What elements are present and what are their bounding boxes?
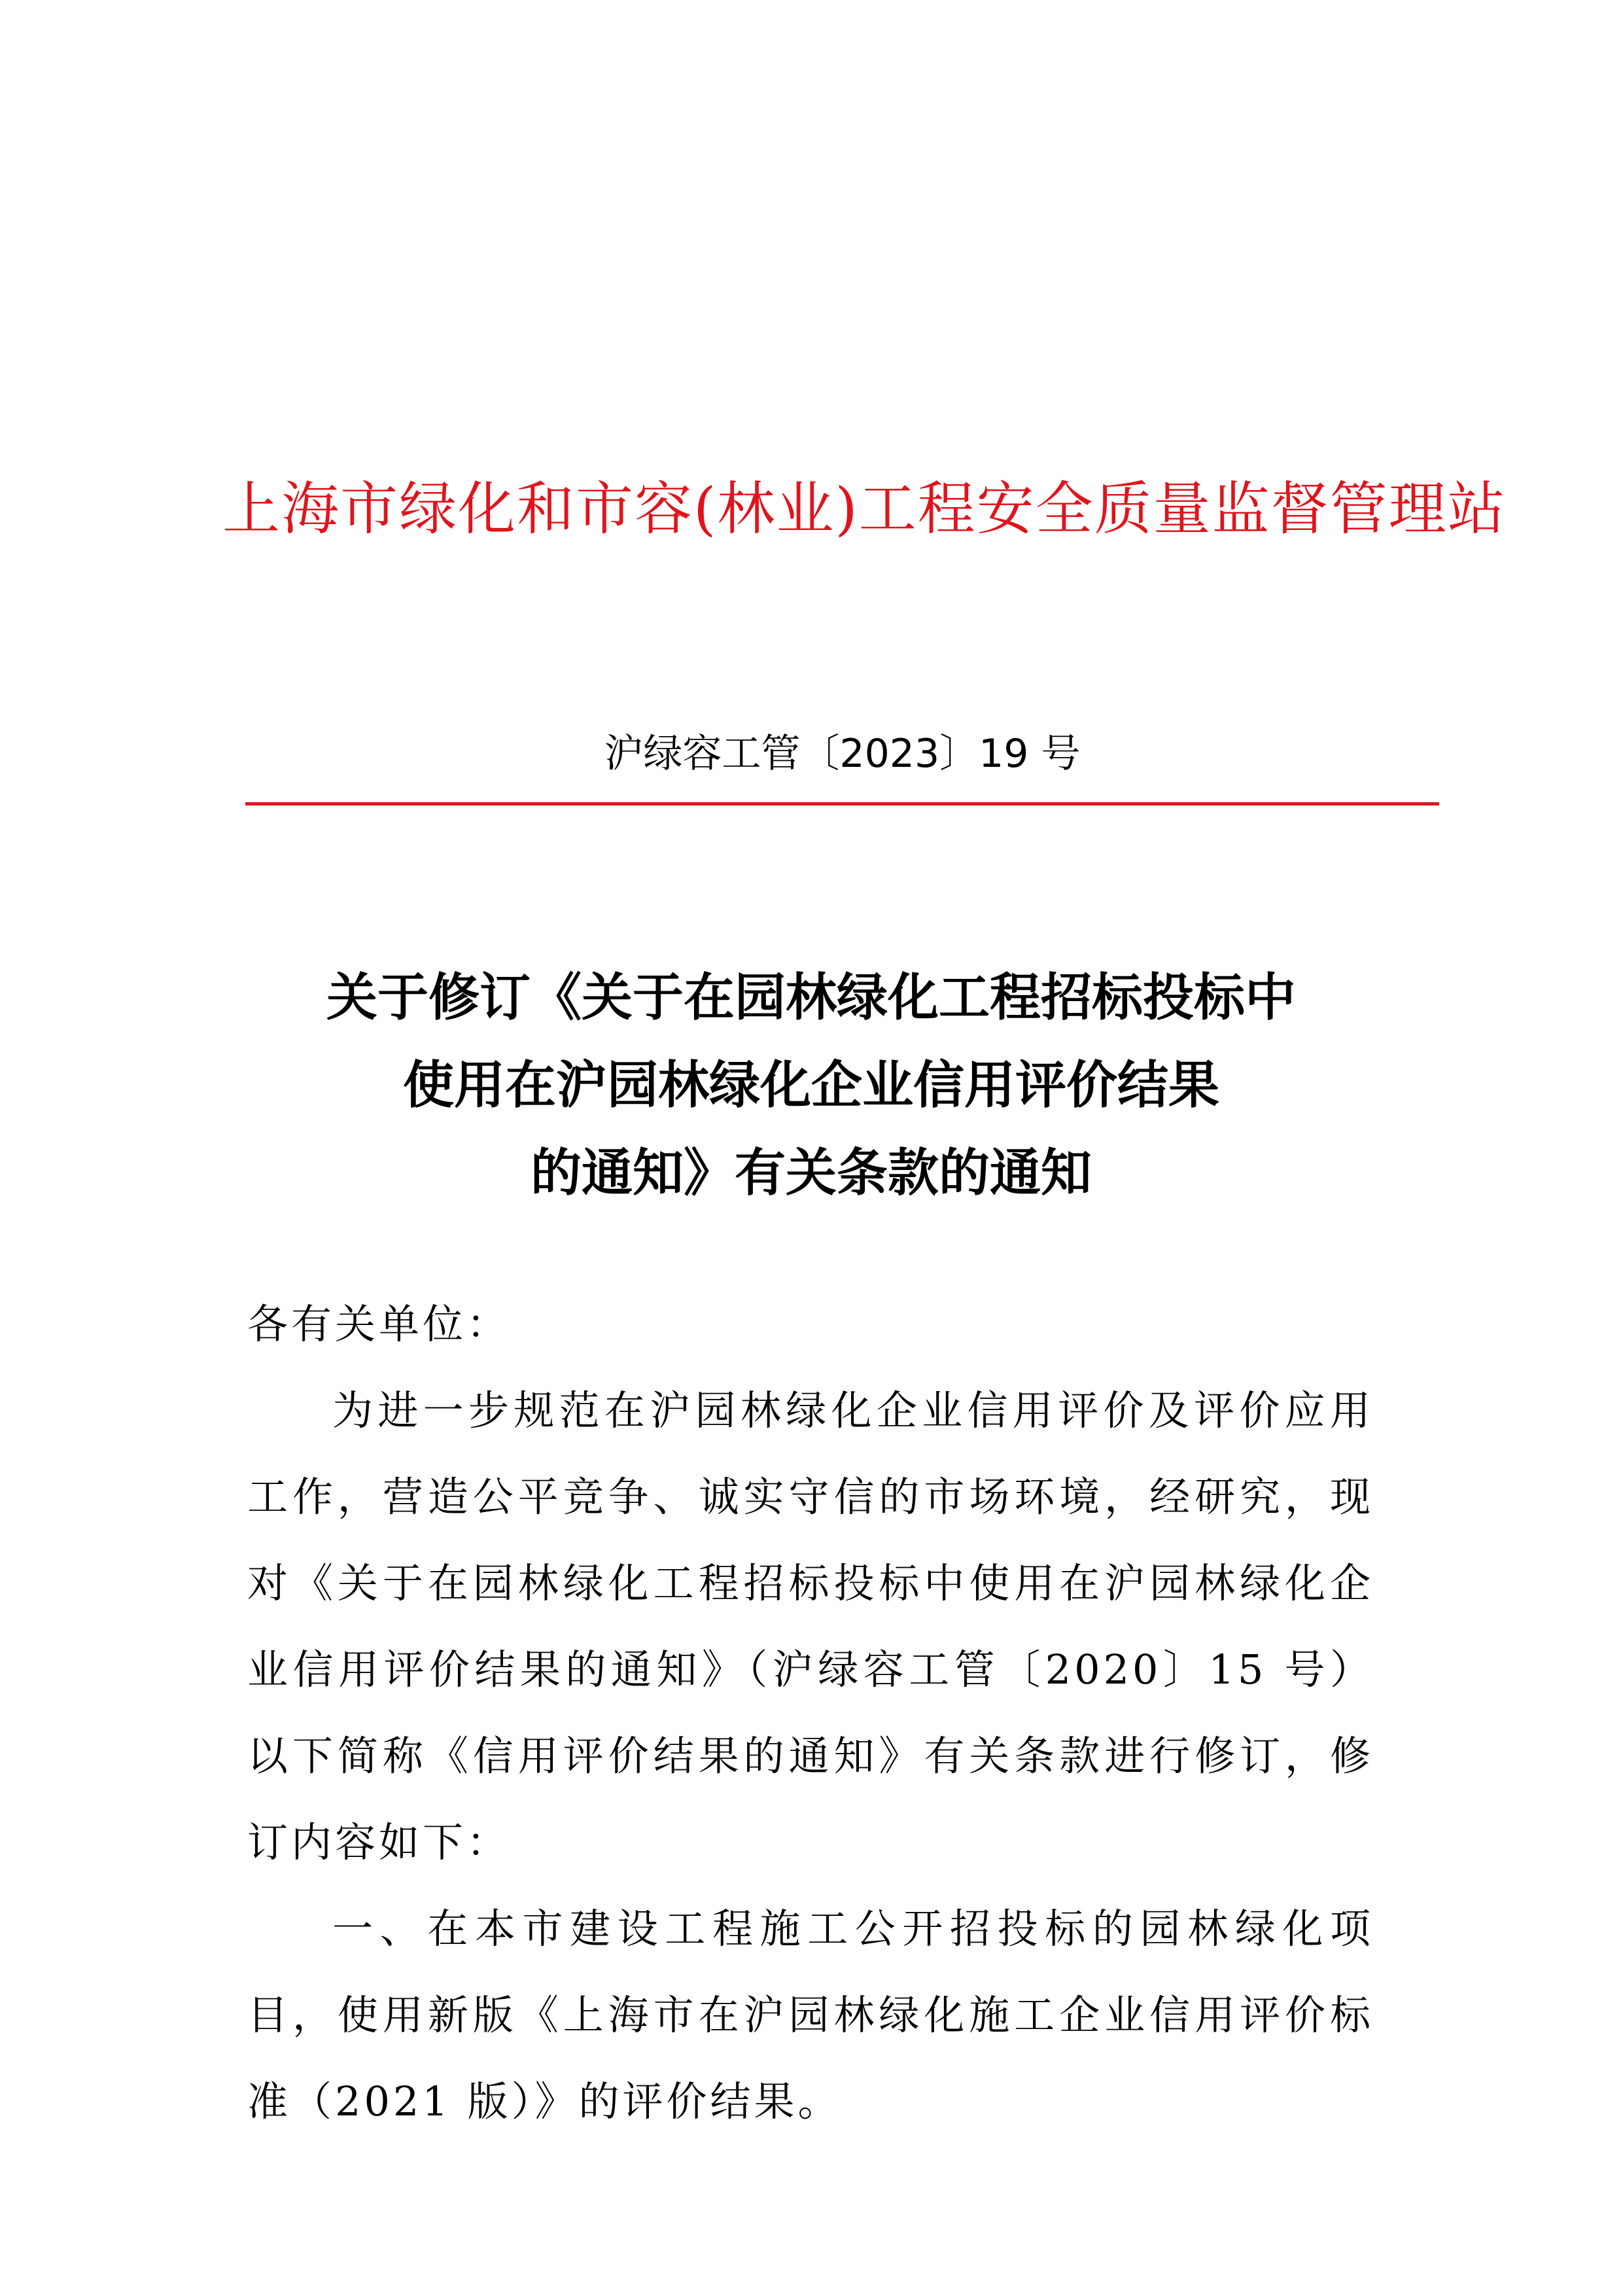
salutation: 各有关单位： [247,1300,511,1348]
red-divider-line [245,802,1439,805]
body-paragraph-2: 一、在本市建设工程施工公开招投标的园林绿化项目，使用新版《上海市在沪园林绿化施工企业信用评价标准（2021 版）》的评价结果。 [247,1905,1374,2125]
document-number: 沪绿容工管〔2023〕19 号 [604,731,1081,777]
document-title [236,954,1387,1217]
title-line-3: 的通知》有关条款的通知 [530,1144,1092,1203]
issuing-organization-header: 上海市绿化和市容(林业)工程安全质量监督管理站 [222,475,1507,542]
title-line-1: 关于修订《关于在园林绿化工程招标投标中 [326,968,1296,1027]
body-paragraph-1: 为进一步规范在沪园林绿化企业信用评价及评价应用工作，营造公平竞争、诚实守信的市场环境，经研究，现对《关于在园林绿化工程招标投标中使用在沪园林绿化企业信用评价结果的通知》（沪绿容工管〔2020〕15 号）以下简称《信用评价结果的通知》有关条款进行修订，修订内容如下： [247,1386,1374,1866]
title-line-2: 使用在沪园林绿化企业信用评价结果 [402,1056,1219,1115]
document-body [247,1281,1374,2145]
